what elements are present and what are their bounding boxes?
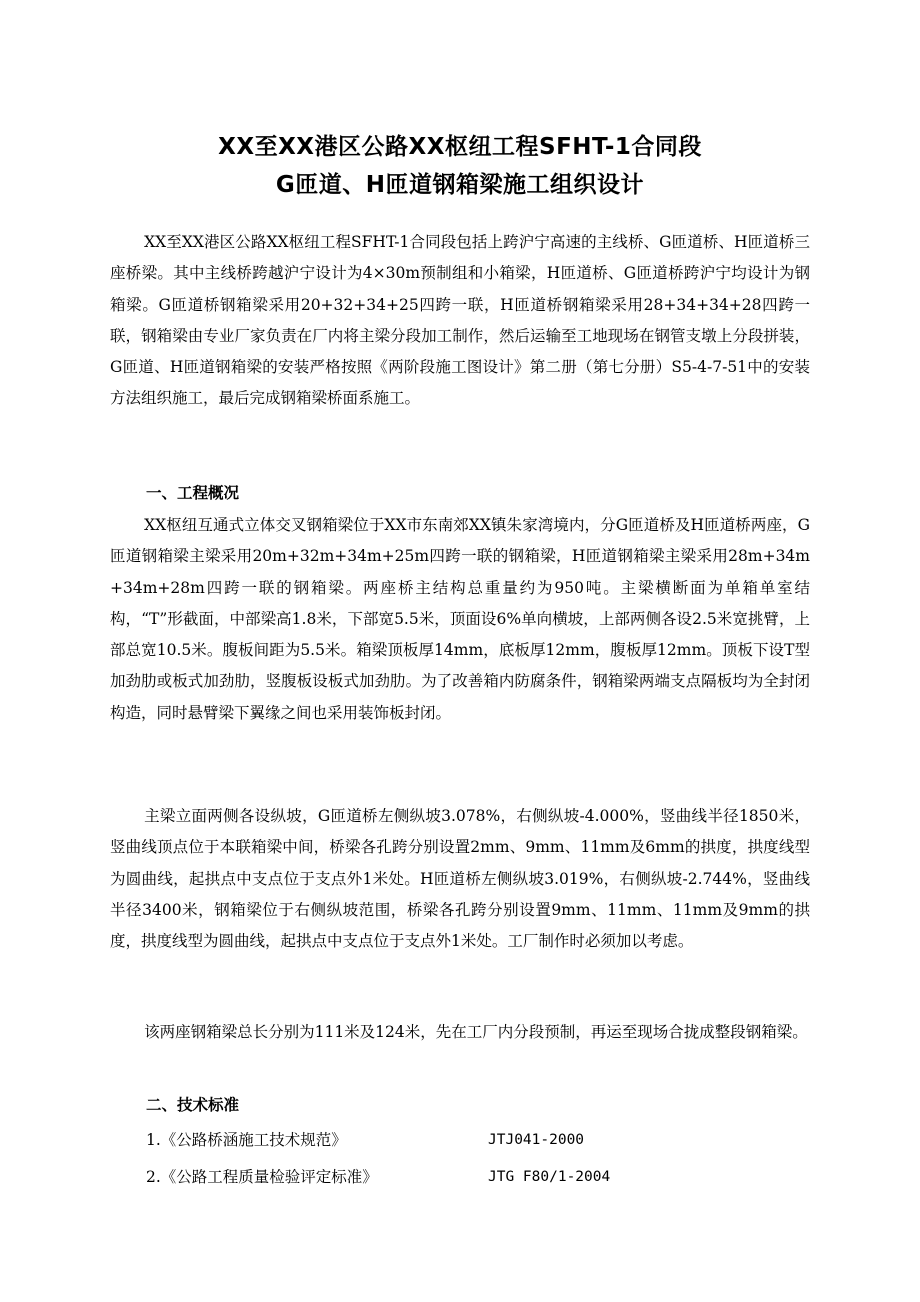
- document-title-line-1: XX至XX港区公路XX枢纽工程SFHT-1合同段: [218, 134, 702, 160]
- standard-row: [146, 1165, 810, 1189]
- intro-paragraph: XX至XX港区公路XX枢纽工程SFHT-1合同段包括上跨沪宁高速的主线桥、G匝道桥、H匝道桥三座桥梁。其中主线桥跨越沪宁设计为4×30m预制组和小箱梁，H匝道桥、G匝道桥跨沪宁均设计为钢箱梁。G匝道桥钢箱梁采用20+32+34+25四跨一联，H匝道桥钢箱梁采用28+34+34+28四跨一联，钢箱梁由专业厂家负责在厂内将主梁分段加工制作，然后运输至工地现场在钢管支墩上分段拼装， G匝道、H匝道钢箱梁的安装严格按照《两阶段施工图设计》第二册（第七分册）S5-4-7-51中的安装方法组织施工，最后完成钢箱梁桥面系施工。: [110, 233, 810, 408]
- section-heading-technical-standards: 二、技术标准: [146, 1096, 240, 1114]
- standard-name: 2.《公路工程质量检验评定标准》: [146, 1168, 378, 1186]
- standard-code: JTJ041-2000: [488, 1132, 585, 1148]
- standard-name: 1.《公路桥涵施工技术规范》: [146, 1131, 347, 1149]
- section-heading-project-overview: 一、工程概况: [146, 484, 240, 502]
- standard-row: [146, 1128, 810, 1152]
- longitudinal-slope-paragraph: 主梁立面两侧各设纵坡，G匝道桥左侧纵坡3.078%，右侧纵坡-4.000%，竖曲线半径1850米，竖曲线顶点位于本联箱梁中间，桥梁各孔跨分别设置2mm、9mm、11mm及6mm的拱度，拱度线型为圆曲线，起拱点中支点位于支点外1米处。H匝道桥左侧纵坡3.019%，右侧纵坡-2.744%，竖曲线半径3400米，钢箱梁位于右侧纵坡范围，桥梁各孔跨分别设置9mm、11mm、11mm及9mm的拱度，拱度线型为圆曲线，起拱点中支点位于支点外1米处。工厂制作时必须加以考虑。: [110, 807, 810, 951]
- girder-length-paragraph: 该两座钢箱梁总长分别为111米及124米，先在工厂内分段预制，再运至现场合拢成整段钢箱梁。: [144, 1023, 808, 1041]
- document-title-line-2: G匝道、H匝道钢箱梁施工组织设计: [275, 172, 645, 198]
- standard-code: JTG F80/1-2004: [488, 1169, 611, 1185]
- overview-paragraph: XX枢纽互通式立体交叉钢箱梁位于XX市东南郊XX镇朱家湾境内，分G匝道桥及H匝道桥两座，G匝道钢箱梁主梁采用20m+32m+34m+25m四跨一联的钢箱梁，H匝道钢箱梁主梁采用28m+34m+34m+28m四跨一联的钢箱梁。两座桥主结构总重量约为950吨。主梁横断面为单箱单室结构，“T”形截面，中部梁高1.8米，下部宽5.5米，顶面设6%单向横坡，上部两侧各设2.5米宽挑臂，上部总宽10.5米。腹板间距为5.5米。箱梁顶板厚14mm，底板厚12mm，腹板厚12mm。顶板下设T型加劲肋或板式加劲肋，竖腹板设板式加劲肋。为了改善箱内防腐条件，钢箱梁两端支点隔板均为全封闭构造，同时悬臂梁下翼缘之间也采用装饰板封闭。: [110, 516, 810, 722]
